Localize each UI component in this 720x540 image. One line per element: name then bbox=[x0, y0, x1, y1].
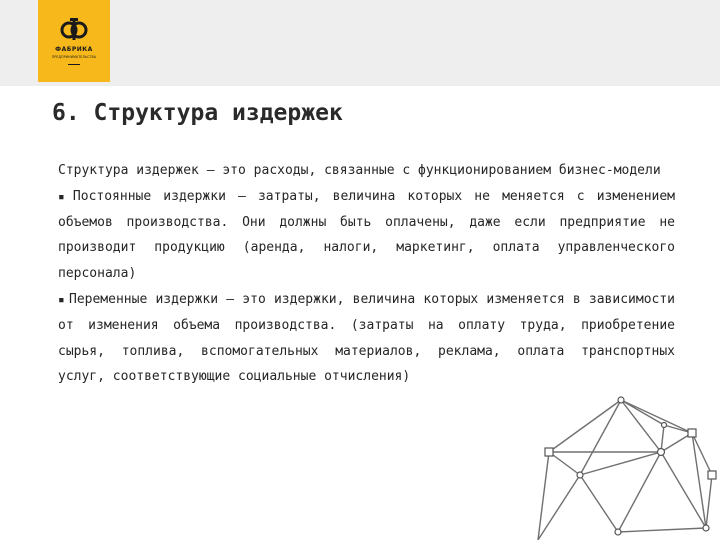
bullet-variable-costs bbox=[58, 287, 675, 390]
logo-emblem-icon bbox=[38, 0, 110, 50]
bullet-fixed-costs bbox=[58, 184, 675, 287]
logo-subtitle: ПРЕДПРИНИМАТЕЛЬСТВА bbox=[51, 55, 97, 59]
slide-body bbox=[58, 158, 675, 390]
bullet-marker: ▪ bbox=[58, 189, 69, 203]
bullet-marker: ▪ bbox=[58, 292, 65, 306]
intro-paragraph: Структура издержек – это расходы, связанные с функционированием бизнес-модели bbox=[58, 163, 661, 178]
logo-name: ФАБРИКА bbox=[55, 46, 93, 53]
slide-title: 6. Структура издержек bbox=[52, 100, 343, 126]
bullet-text: Переменные издержки – это издержки, величина которых изменяется в зависимости от изменения объема производства. (затраты на оплату труда, приобретение сырья, топлива, вспомогательных материалов, реклама, оплата транспортных услуг, соответствующие социальные отчисления) bbox=[58, 291, 675, 385]
logo-underline bbox=[68, 64, 80, 65]
company-logo bbox=[38, 0, 110, 82]
bullet-text: Постоянные издержки – затраты, величина которых не меняется с изменением объемов производства. Они должны быть оплачены, даже если предприятие не производит продукцию (аренда, налоги, маркетинг, оплата управленческого персонала) bbox=[58, 188, 676, 282]
